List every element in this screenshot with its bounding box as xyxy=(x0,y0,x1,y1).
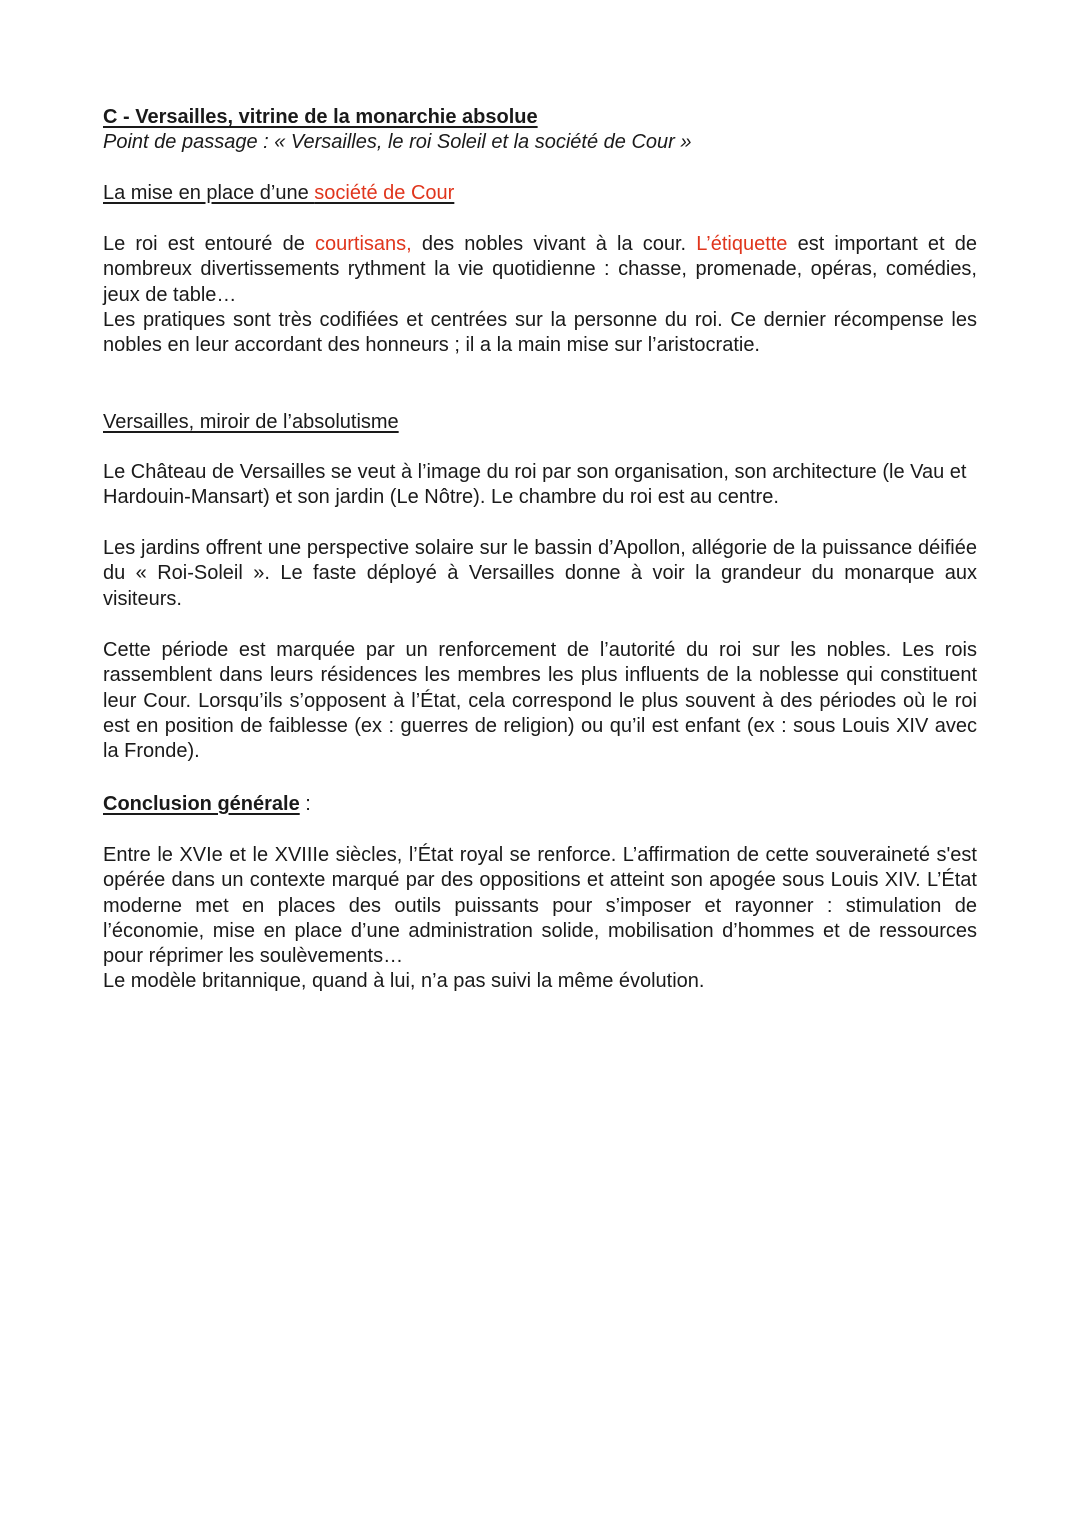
paragraph-jardins: Les jardins offrent une perspective solaire sur le bassin d’Apollon, allégorie de la puissance déifiée du « Roi-Soleil ». Le faste déployé à Versailles donne à voir la grandeur du monarque aux visiteurs. xyxy=(103,537,977,610)
paragraph-courtisans xyxy=(103,232,977,358)
paragraph-pratiques: Les pratiques sont très codifiées et centrées sur la personne du roi. Ce dernier récompense les nobles en leur accordant des honneurs ; il a la main mise sur l’aristocratie. xyxy=(103,308,977,357)
section-header xyxy=(103,105,977,156)
keyword-courtisans: courtisans, xyxy=(314,233,412,255)
section-title: C - Versailles, vitrine de la monarchie absolue xyxy=(103,106,538,128)
subheading-societe-de-cour xyxy=(103,181,977,206)
paragraph-conclusion xyxy=(103,843,977,995)
subheading-highlight: société de Cour xyxy=(314,182,455,204)
subheading-miroir: Versailles, miroir de l’absolutisme xyxy=(103,411,399,433)
conclusion-title: Conclusion générale xyxy=(103,793,300,815)
keyword-etiquette: L’étiquette xyxy=(696,233,788,255)
conclusion-text: Entre le XVIe et le XVIIIe siècles, l’État royal se renforce. L’affirmation de cette souveraineté s'est opérée dans un contexte marqué par des oppositions et atteint son apogée sous Louis XIV. L’État moderne met en places des outils puissants pour s’imposer et rayonner : stimulation de l’économie, mise en place d’une administration solide, mobilisation d’hommes et de ressources pour réprimer les soulèvements… xyxy=(103,844,977,968)
subheading-text: La mise en place d’une xyxy=(103,182,315,204)
paragraph-periode: Cette période est marquée par un renforcement de l’autorité du roi sur les nobles. Les rois rassemblent dans leurs résidences les membres les plus influents de la noblesse qui constituent leur Cour. Lorsqu’ils s’opposent à l’État, cela correspond le plus souvent à des périodes où le roi est en position de faiblesse (ex : guerres de religion) ou qu’il est enfant (ex : sous Louis XIV avec la Fronde). xyxy=(103,639,977,763)
paragraph-chateau: Le Château de Versailles se veut à l’image du roi par son organisation, son architecture (le Vau et Hardouin-Mansart) et son jardin (Le Nôtre). Le chambre du roi est au centre. xyxy=(103,461,967,509)
text: Le roi est entouré de xyxy=(103,233,315,255)
text: des nobles vivant à la cour. xyxy=(411,233,697,255)
conclusion-britannique: Le modèle britannique, quand à lui, n’a pas suivi la même évolution. xyxy=(103,970,705,993)
point-de-passage: Point de passage : « Versailles, le roi Soleil et la société de Cour » xyxy=(103,131,692,154)
text: est important et de nombreux divertissements rythment la vie quotidienne : chasse, promenade, opéras, comédies, jeux de table… xyxy=(103,233,978,306)
conclusion-colon: : xyxy=(299,793,311,815)
conclusion-heading xyxy=(103,792,977,817)
